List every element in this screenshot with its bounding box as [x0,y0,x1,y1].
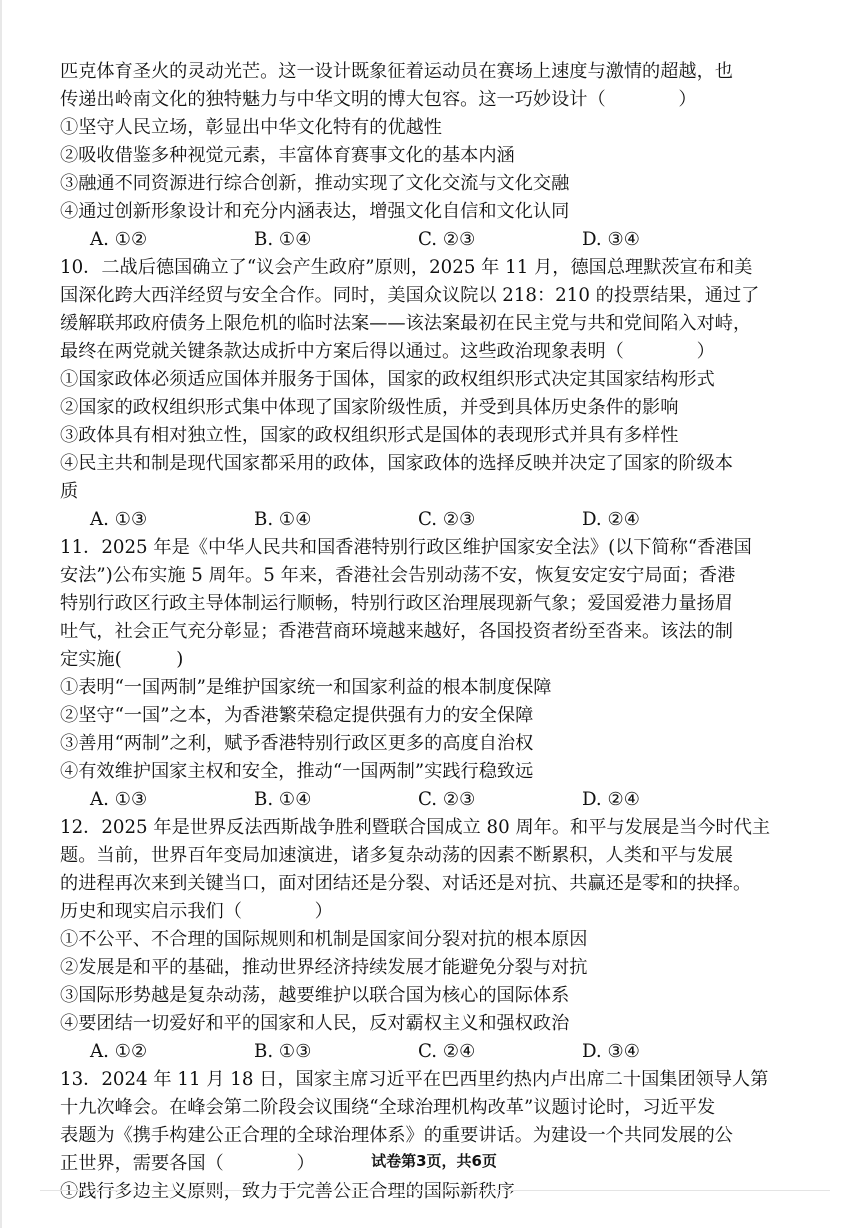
q10-option-2: ②国家的政权组织形式集中体现了国家阶级性质，并受到具体历史条件的影响 [60,397,679,418]
q12-choices [60,1038,790,1066]
q11-option-3: ③善用“两制”之利，赋予香港特别行政区更多的高度自治权 [60,733,534,754]
q10-choice-b: B. ①④ [254,509,312,530]
q12-option-4: ④要团结一切爱好和平的国家和人民，反对霸权主义和强权政治 [60,1013,570,1034]
q9-option-1: ①坚守人民立场，彰显出中华文化特有的优越性 [60,117,442,138]
q10-choice-a: A. ①③ [90,509,148,530]
q10-stem-line: 缓解联邦政府债务上限危机的临时法案——该法案最初在民主党与共和党间陷入对峙， [60,313,752,334]
q11-choice-c: C. ②③ [418,789,476,810]
q10-option-1: ①国家政体必须适应国体并服务于国体，国家的政权组织形式决定其国家结构形式 [60,369,715,390]
q11-stem-line: 吐气，社会正气充分彰显；香港营商环境越来越好，各国投资者纷至沓来。该法的制 [60,621,733,642]
q9-choice-d: D. ③④ [582,229,641,250]
footer-divider [40,1190,830,1191]
q9-stem-line: 传递出岭南文化的独特魅力与中华文明的博大包容。这一巧妙设计（ ） [60,89,697,110]
q12-stem-line: 题。当前，世界百年变局加速演进，诸多复杂动荡的因素不断累积，人类和平与发展 [60,845,733,866]
q12-option-3: ③国际形势越是复杂动荡，越要维护以联合国为核心的国际体系 [60,985,570,1006]
q9-choices [60,226,790,254]
q11-option-1: ①表明“一国两制”是维护国家统一和国家利益的根本制度保障 [60,677,552,698]
q13-option-1: ①践行多边主义原则，致力于完善公正合理的国际新秩序 [60,1181,515,1202]
q9-option-4: ④通过创新形象设计和充分内涵表达，增强文化自信和文化认同 [60,201,570,222]
q13-stem-line: 十九次峰会。在峰会第二阶段会议围绕“全球治理机构改革”议题讨论时，习近平发 [60,1097,716,1118]
q9-choice-a: A. ①② [90,229,148,250]
q10-stem-line: 国深化跨大西洋经贸与安全合作。同时，美国众议院以 218：210 的投票结果，通过了 [60,285,760,306]
q12-option-1: ①不公平、不合理的国际规则和机制是国家间分裂对抗的根本原因 [60,929,588,950]
q12-choice-b: B. ①③ [254,1041,312,1062]
q12-choice-a: A. ①② [90,1041,148,1062]
q12-choice-c: C. ②④ [418,1041,476,1062]
question-12 [60,814,790,1066]
q10-stem-line: 最终在两党就关键条款达成折中方案后得以通过。这些政治现象表明（ ） [60,341,715,362]
q11-stem-line: 11．2025 年是《中华人民共和国香港特别行政区维护国家安全法》(以下简称“香港国 [60,537,752,558]
q10-option-4: ④民主共和制是现代国家都采用的政体，国家政体的选择反映并决定了国家的阶级本 [60,453,733,474]
q12-option-2: ②发展是和平的基础，推动世界经济持续发展才能避免分裂与对抗 [60,957,588,978]
q11-choice-b: B. ①④ [254,789,312,810]
q13-stem-line: 表题为《携手构建公正合理的全球治理体系》的重要讲话。为建设一个共同发展的公 [60,1125,733,1146]
q11-stem-line: 特别行政区行政主导体制运行顺畅，特别行政区治理展现新气象；爱国爱港力量扬眉 [60,593,733,614]
q10-stem-line: 10．二战后德国确立了“议会产生政府”原则，2025 年 11 月，德国总理默茨宣布和美 [60,257,753,278]
question-9 [60,58,790,254]
question-10 [60,254,790,534]
question-11 [60,534,790,814]
q13-stem-line: 正世界，需要各国（ ） [60,1153,315,1174]
q11-choices [60,786,790,814]
q10-option-3: ③政体具有相对独立性，国家的政权组织形式是国体的表现形式并具有多样性 [60,425,679,446]
q11-choice-d: D. ②④ [582,789,641,810]
q9-choice-b: B. ①④ [254,229,312,250]
q12-stem-line: 的进程再次来到关键当口，面对团结还是分裂、对话还是对抗、共赢还是零和的抉择。 [60,873,752,894]
q11-choice-a: A. ①③ [90,789,148,810]
q12-choice-d: D. ③④ [582,1041,641,1062]
q12-stem-line: 12．2025 年是世界反法西斯战争胜利暨联合国成立 80 周年。和平与发展是当今时代主 [60,817,771,838]
q13-stem-line: 13．2024 年 11 月 18 日，国家主席习近平在巴西里约热内卢出席二十国集团领导人第 [60,1069,769,1090]
q9-option-2: ②吸收借鉴多种视觉元素，丰富体育赛事文化的基本内涵 [60,145,515,166]
q9-choice-c: C. ②③ [418,229,476,250]
q9-option-3: ③融通不同资源进行综合创新，推动实现了文化交流与文化交融 [60,173,570,194]
q10-choice-d: D. ②④ [582,509,641,530]
page-footer: 试卷第3页，共6页 [371,1152,497,1170]
q11-stem-line: 定实施( ) [60,649,184,670]
q12-stem-line: 历史和现实启示我们（ ） [60,901,333,922]
q11-option-4: ④有效维护国家主权和安全，推动“一国两制”实践行稳致远 [60,761,534,782]
exam-content [60,58,790,1206]
question-13 [60,1066,790,1206]
q11-option-2: ②坚守“一国”之本，为香港繁荣稳定提供强有力的安全保障 [60,705,534,726]
q10-choices [60,506,790,534]
q9-stem-line: 匹克体育圣火的灵动光芒。这一设计既象征着运动员在赛场上速度与激情的超越，也 [60,61,733,82]
q10-choice-c: C. ②③ [418,509,476,530]
q11-stem-line: 安法”)公布实施 5 周年。5 年来，香港社会告别动荡不安，恢复安定安宁局面；香港 [60,565,736,586]
q10-option-4-wrap: 质 [60,481,79,502]
